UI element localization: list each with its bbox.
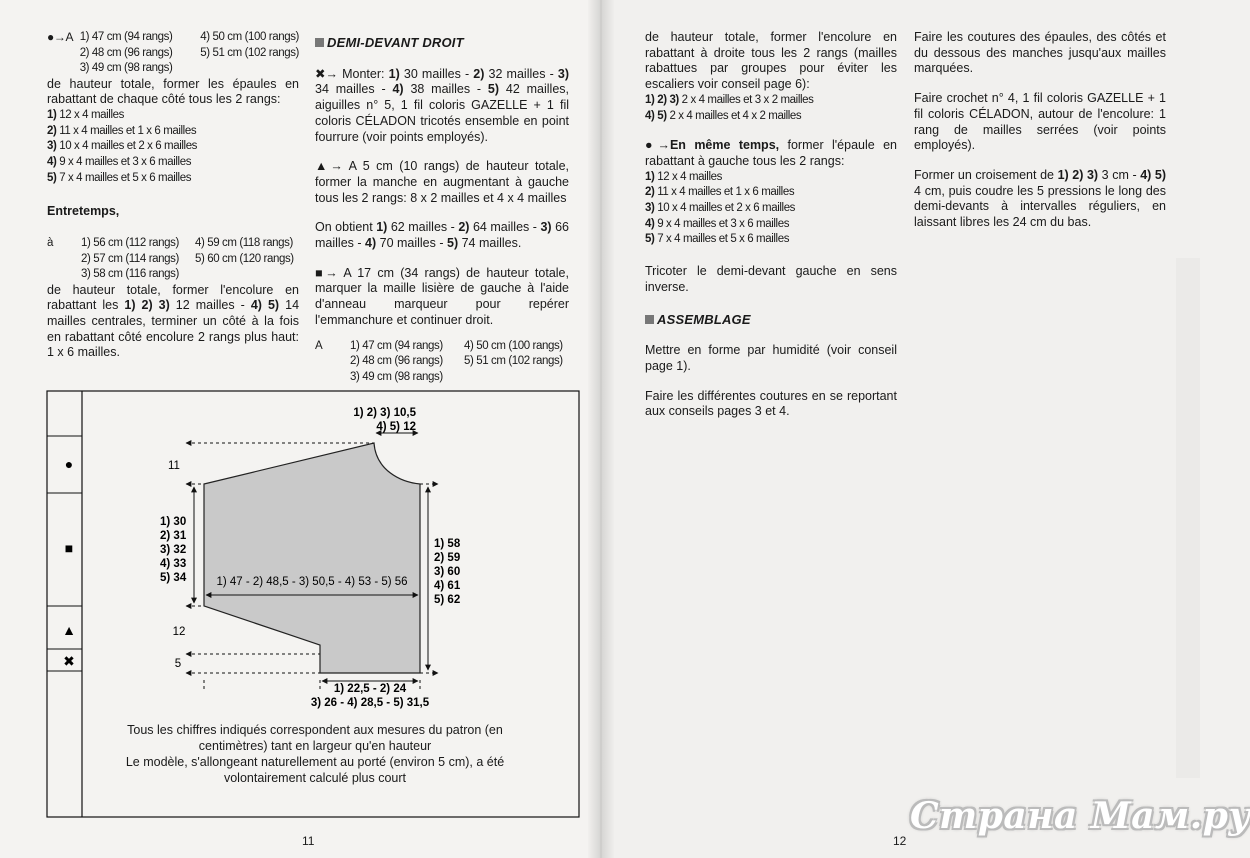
size-cell: 5) 60 cm (120 rangs) xyxy=(195,252,294,265)
sizes-table-bottom xyxy=(315,339,563,386)
svg-text:3) 32: 3) 32 xyxy=(160,544,187,556)
right-column-1 xyxy=(645,30,897,420)
list-item: 2) 11 x 4 mailles et 1 x 6 mailles xyxy=(47,124,197,137)
size-cell: 3) 49 cm (98 rangs) xyxy=(350,370,443,383)
right-column-2 xyxy=(914,30,1166,231)
size-cell: 3) 58 cm (116 rangs) xyxy=(81,268,179,281)
paragraph-epaule: ●→En même temps, former l'épaule en rabattant à gauche tous les 2 rangs: xyxy=(645,138,897,168)
width-row-label: 1) 47 - 2) 48,5 - 3) 50,5 - 4) 53 - 5) 56 xyxy=(216,576,408,588)
neck-list xyxy=(645,93,897,124)
sizes-table-top xyxy=(47,30,299,77)
right-size-list xyxy=(434,538,461,606)
dim-left-bottom: 5 xyxy=(174,658,182,670)
paragraph-neckline: de hauteur totale, former l'encolure en rabattant les 1) 2) 3) 12 mailles - 4) 5) 14 mailles centrales, terminer un côté à la fois en rabattant côté encolure 2 rangs plus haut: 1 x 6 mailles. xyxy=(47,282,300,360)
list-item: 3) 10 x 4 mailles et 2 x 6 mailles xyxy=(645,202,796,215)
list-item: 5) 7 x 4 mailles et 5 x 6 mailles xyxy=(47,171,192,184)
left-column-2 xyxy=(315,35,569,385)
bottom-width-b: 3) 26 - 4) 28,5 - 5) 31,5 xyxy=(310,697,430,709)
site-watermark: Страна Мам.ру xyxy=(910,795,1250,837)
paragraph-marquer: ■→ A 17 cm (34 rangs) de hauteur totale, marquer la maille lisière de gauche à l'aide d'anneau marqueur pour repérer l'emmanchure et continuer droit. xyxy=(315,265,569,327)
page-edge-shade xyxy=(1176,258,1200,778)
size-cell: 3) 49 cm (98 rangs) xyxy=(79,62,173,74)
sizes-mid-prefix: à xyxy=(47,237,53,250)
size-cell: 4) 50 cm (100 rangs) xyxy=(464,339,563,352)
front-panel-shape xyxy=(204,443,420,673)
svg-text:3) 60: 3) 60 xyxy=(434,566,461,578)
left-column-1 xyxy=(47,30,299,361)
size-cell: 2) 48 cm (96 rangs) xyxy=(350,355,443,368)
paragraph-faire: Faire les différentes coutures en se reportant aux conseils pages 3 et 4. xyxy=(645,388,897,419)
paragraph-manche: ▲→ A 5 cm (10 rangs) de hauteur totale, former la manche en augmentant à gauche tous les 2 rangs: 8 x 2 mailles et 4 x 4 mailles xyxy=(315,159,569,205)
sizes-bottom-prefix: A xyxy=(315,339,323,352)
size-cell: 4) 59 cm (118 rangs) xyxy=(195,237,293,250)
left-size-list xyxy=(160,516,187,584)
entretemps-heading: Entretemps, xyxy=(47,204,120,219)
size-cell: 1) 47 cm (94 rangs) xyxy=(350,339,443,352)
dim-left-mid: 12 xyxy=(172,626,186,638)
svg-text:4) 61: 4) 61 xyxy=(434,580,461,592)
paragraph-shoulders: de hauteur totale, former les épaules en rabattant de chaque côté tous les 2 rangs: xyxy=(47,76,299,107)
paragraph-obtient: On obtient 1) 62 mailles - 2) 64 mailles - 3) 66 mailles - 4) 70 mailles - 5) 74 mailles. xyxy=(315,220,570,251)
size-cell: 5) 51 cm (102 rangs) xyxy=(200,46,299,59)
symbol-triangle: ▲ xyxy=(62,622,76,638)
list-item: 4) 9 x 4 mailles et 3 x 6 mailles xyxy=(47,156,192,169)
shoulder-list xyxy=(47,108,299,187)
svg-text:5) 34: 5) 34 xyxy=(160,572,187,584)
section-heading-assemblage: ASSEMBLAGE xyxy=(645,312,897,328)
symbol-square: ■ xyxy=(64,540,74,556)
size-cell: 4) 50 cm (100 rangs) xyxy=(200,31,299,43)
section-heading-demi-devant: DEMI-DEVANT DROIT xyxy=(315,35,569,51)
svg-text:5) 62: 5) 62 xyxy=(434,594,461,606)
paragraph-encolure: de hauteur totale, former l'encolure en rabattant à droite tous les 2 rangs (mailles rabattues par groupes pour éviter les escaliers voir conseil page 6): xyxy=(645,30,897,92)
size-cell: 1) 47 cm (94 rangs) xyxy=(79,31,173,43)
shoulder-list-right xyxy=(645,170,897,249)
paragraph-crochet: Faire crochet n° 4, 1 fil coloris GAZELLE + 1 fil coloris CÉLADON, autour de l'encolure: 1 rang de mailles serrées (voir points employés). xyxy=(914,91,1166,153)
book-gutter xyxy=(588,0,614,858)
svg-text:1) 30: 1) 30 xyxy=(160,516,187,528)
size-cell: 2) 57 cm (114 rangs) xyxy=(81,252,179,265)
svg-text:2) 31: 2) 31 xyxy=(160,530,187,542)
list-item: 1) 2) 3) 2 x 4 mailles et 3 x 2 mailles xyxy=(645,93,814,106)
svg-text:1) 58: 1) 58 xyxy=(434,538,461,550)
list-item: 3) 10 x 4 mailles et 2 x 6 mailles xyxy=(47,140,198,153)
dim-left-top: 11 xyxy=(168,460,180,472)
svg-text:2) 59: 2) 59 xyxy=(434,552,461,564)
list-item: 1) 12 x 4 mailles xyxy=(645,170,722,183)
page-number-left: 11 xyxy=(302,834,315,848)
top-width-label-a: 1) 2) 3) 10,5 xyxy=(353,407,416,419)
symbol-cross: ✖ xyxy=(63,653,75,669)
top-width-label-b: 4) 5) 12 xyxy=(376,421,416,433)
list-item: 4) 5) 2 x 4 mailles et 4 x 2 mailles xyxy=(645,109,802,122)
list-item: 1) 12 x 4 mailles xyxy=(47,108,124,121)
paragraph-croisement: Former un croisement de 1) 2) 3) 3 cm - 4) 5) 4 cm, puis coudre les 5 pressions le long des demi-devants à intervalles réguliers, en laissant libres les 24 cm du bas. xyxy=(914,167,1167,230)
paragraph-coutures: Faire les coutures des épaules, des côtés et du dessous des manches jusqu'aux mailles marquées. xyxy=(914,30,1166,76)
paragraph-tricoter: Tricoter le demi-devant gauche en sens inverse. xyxy=(645,264,897,294)
size-cell: 1) 56 cm (112 rangs) xyxy=(81,237,179,250)
paragraph-monter: ✖→ Monter: 1) 30 mailles - 2) 32 mailles - 3) 34 mailles - 4) 38 mailles - 5) 42 mailles, aiguilles n° 5, 1 fil coloris GAZELLE + 1 fil coloris CÉLADON tricotés ensemble en point fourrure (voir points employés). xyxy=(315,66,569,144)
list-item: 4) 9 x 4 mailles et 3 x 6 mailles xyxy=(645,217,790,230)
sizes-table-mid xyxy=(47,236,294,283)
sizes-top-prefix: ●→A xyxy=(47,30,74,44)
page-number-right: 12 xyxy=(893,834,907,848)
paragraph-mettre: Mettre en forme par humidité (voir conseil page 1). xyxy=(645,343,897,373)
bottom-width-a: 1) 22,5 - 2) 24 xyxy=(333,683,407,695)
symbol-circle: ● xyxy=(64,456,74,472)
diagram-caption: Tous les chiffres indiqués correspondent aux mesures du patron (en centimètres) tant en largeur qu'en hauteur Le modèle, s'allongeant naturellement au porté (environ 5 cm), a été volontairement calculé plus court xyxy=(125,723,505,785)
list-item: 5) 7 x 4 mailles et 5 x 6 mailles xyxy=(645,233,790,246)
svg-text:4) 33: 4) 33 xyxy=(160,558,187,570)
size-cell: 5) 51 cm (102 rangs) xyxy=(464,355,563,368)
size-cell: 2) 48 cm (96 rangs) xyxy=(79,46,173,59)
list-item: 2) 11 x 4 mailles et 1 x 6 mailles xyxy=(645,186,795,199)
